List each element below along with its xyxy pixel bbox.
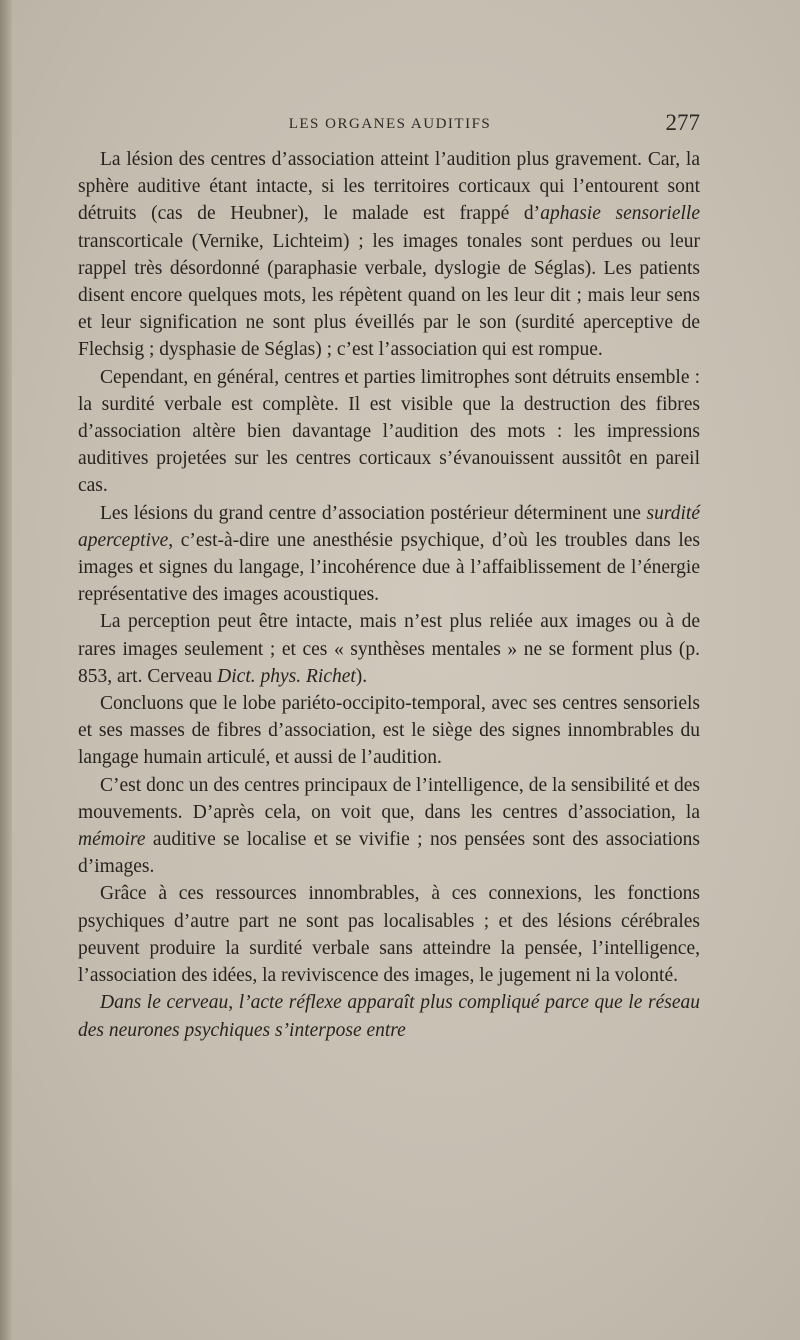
paragraph xyxy=(78,690,700,772)
paragraph xyxy=(78,146,700,364)
text-run: Concluons que le lobe pariéto-occipito-temporal, avec ses centres sensoriels et ses masses de fibres d’association, est le siège des signes innombrables du langage humain articulé, et aussi de l’audition. xyxy=(78,693,700,769)
italic-text: réflexe xyxy=(288,992,342,1014)
italic-text: Dans le cerveau, l’acte xyxy=(100,992,289,1014)
text-run: Cependant, en général, centres et parties limitrophes sont détruits ensemble : la surdité verbale est complète. Il est visible que la destruction des fibres d’association altère bien davantage l’audition des mots : les impressions auditives projetées sur les centres corticaux s’évanouissent aussitôt en pareil cas. xyxy=(78,366,700,497)
italic-text: apparaît plus compliqué parce que le réseau des neurones psychiques s’interpose entre xyxy=(78,992,700,1041)
page-header xyxy=(80,112,700,140)
paragraph xyxy=(78,500,700,609)
text-run: La lésion des centres d’association atteint l’audition plus gravement. Car, la sphère auditive étant intacte, si les territoires corticaux qui l’entourent sont détruits (cas de Heubner), le malade est frappé d’ xyxy=(78,149,700,225)
paragraph xyxy=(78,772,700,881)
text-run: auditive se localise et se vivifie ; nos pensées sont des associations d’images. xyxy=(78,829,700,878)
italic-text: surdité aperceptive xyxy=(78,502,700,551)
text-run: transcorticale (Vernike, Lichteim) ; les images tonales sont perdues ou leur rappel très désordonné (paraphasie verbale, dyslogie de Séglas). Les patients disent encore quelques mots, les répètent quand on les leur dit ; mais leur sens et leur signification ne sont plus éveillés par le son (surdité aperceptive de Flechsig ; dysphasie de Séglas) ; c’est l’association qui est rompue. xyxy=(78,230,700,361)
paragraph xyxy=(78,608,700,690)
italic-text: mémoire xyxy=(78,829,146,851)
paragraph xyxy=(78,880,700,989)
text-run: , c’est-à-dire une anesthésie psychique, d’où les troubles dans les images et signes du langage, l’incohérence due à l’affaiblissement de l’énergie représentative des images acoustiques. xyxy=(78,529,700,606)
page-number: 277 xyxy=(665,110,700,135)
text-run: C’est donc un des centres principaux de l’intelligence, de la sensibilité et des mouvements. D’après cela, on voit que, dans les centres d’association, la xyxy=(78,774,700,823)
body-text xyxy=(78,146,700,1044)
italic-text: Dict. phys. Richet xyxy=(217,665,356,687)
text-run: ). xyxy=(355,665,368,687)
paragraph xyxy=(78,364,700,500)
text-run: La perception peut être intacte, mais n’est plus reliée aux images ou à de rares images seulement ; et ces « synthèses mentales » ne se forment plus (p. 853, art. Cerveau xyxy=(78,611,700,687)
text-run: Grâce à ces ressources innombrables, à ces connexions, les fonctions psychiques d’autre part ne sont pas localisables ; et des lésions cérébrales peuvent produire la surdité verbale sans atteindre la pensée, l’intelligence, l’association des idées, la reviviscence des images, le jugement ni la volonté. xyxy=(78,883,700,987)
italic-text: aphasie sensorielle xyxy=(540,203,700,225)
text-run: Les lésions du grand centre d’association postérieur déterminent une xyxy=(100,502,647,524)
paragraph xyxy=(78,989,700,1043)
page-spine-shadow xyxy=(0,0,12,1340)
running-head: LES ORGANES AUDITIFS xyxy=(288,116,492,132)
